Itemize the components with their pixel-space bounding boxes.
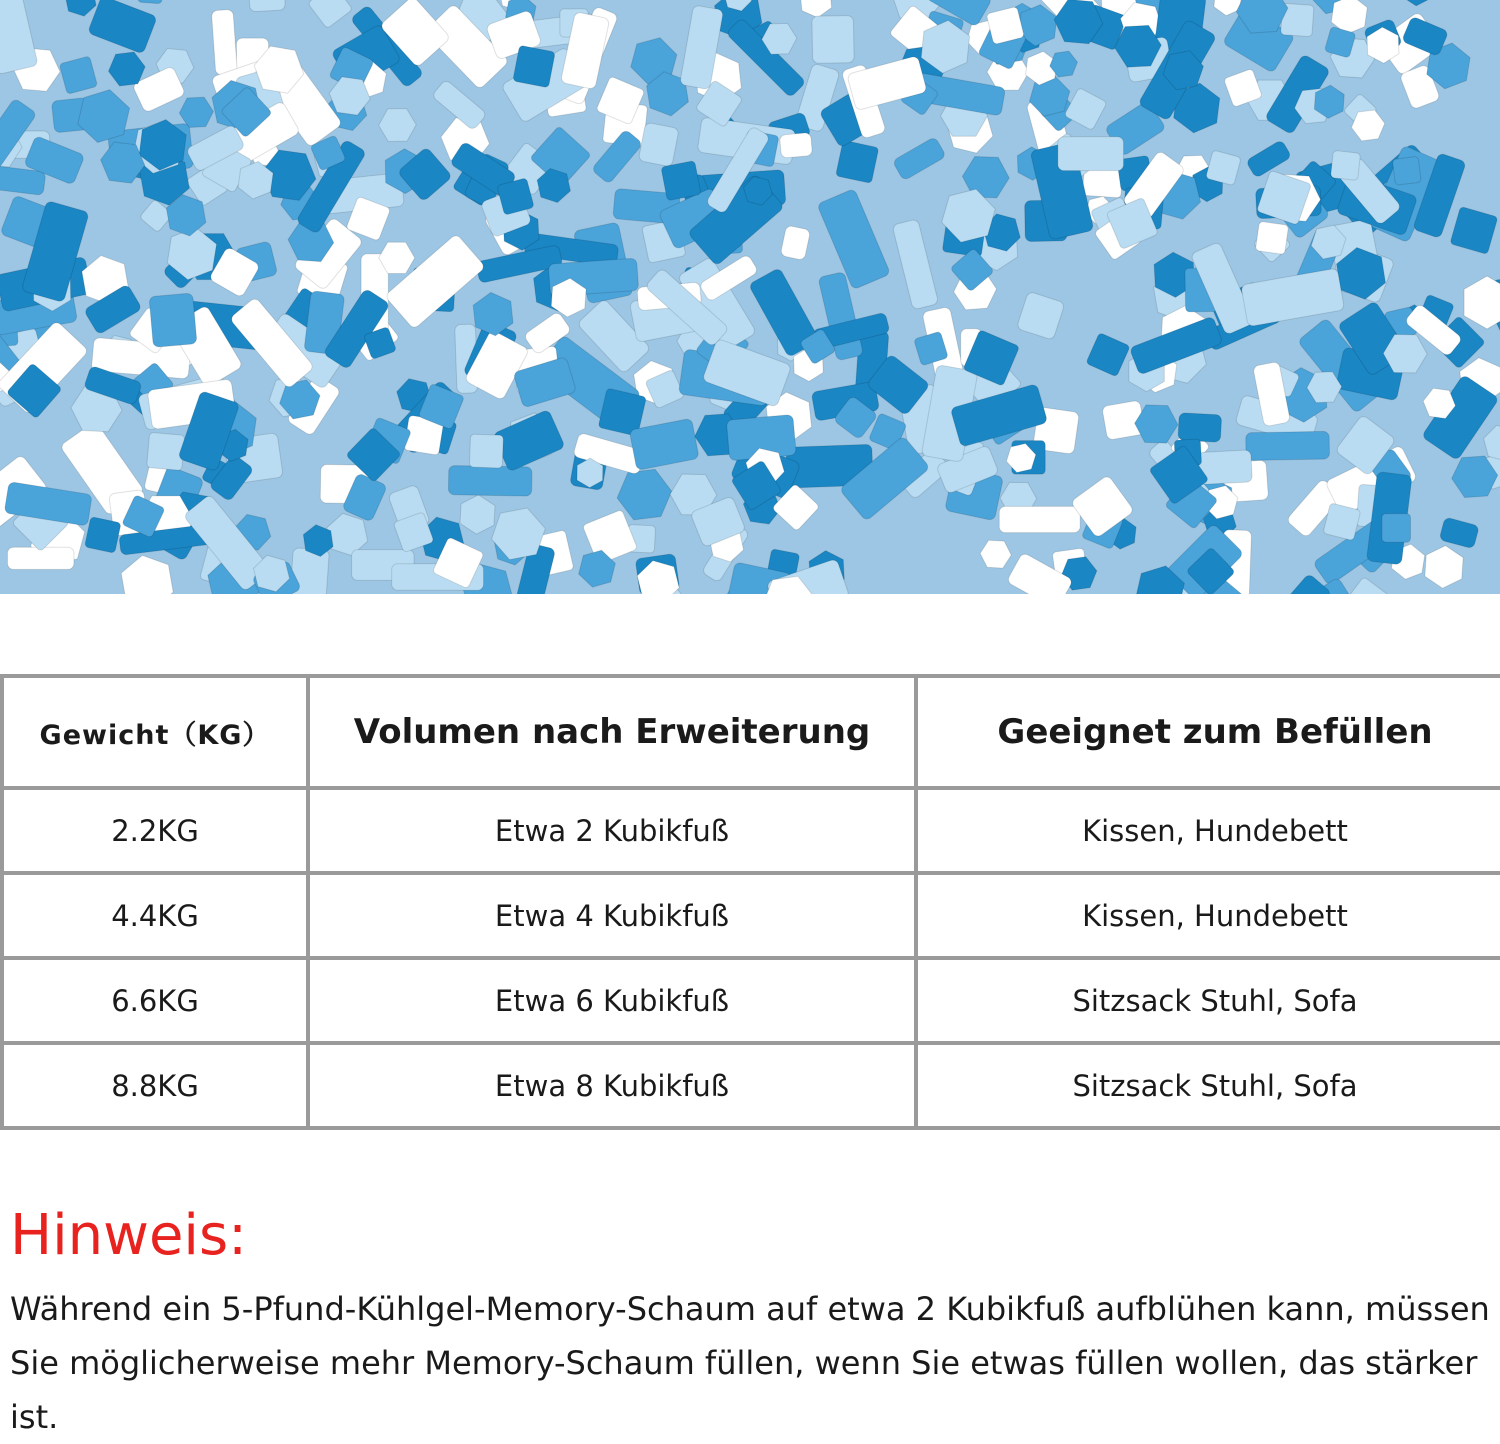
note-text: Während ein 5-Pfund-Kühlgel-Memory-Schaum auf etwa 2 Kubikfuß aufblühen kann, müssen Sie möglicherweise mehr Memory-Schaum füllen, wenn Sie etwas füllen wollen, das stärker ist. xyxy=(10,1290,1490,1436)
foam-piece xyxy=(1255,221,1288,254)
foam-piece xyxy=(469,434,503,468)
foam-piece xyxy=(999,506,1080,532)
cell-weight: 2.2KG xyxy=(2,788,308,873)
foam-piece xyxy=(1330,150,1360,180)
note-title: Hinweis: xyxy=(10,1203,248,1268)
foam-piece xyxy=(7,547,73,569)
foam-piece xyxy=(513,45,555,87)
foam-piece xyxy=(1058,137,1124,171)
foam-piece xyxy=(812,15,854,63)
spec-table xyxy=(0,674,1500,1130)
foam-piece xyxy=(1392,156,1421,185)
cell-usage: Sitzsack Stuhl, Sofa xyxy=(916,1043,1500,1128)
foam-piece xyxy=(779,132,812,158)
cell-usage: Sitzsack Stuhl, Sofa xyxy=(916,958,1500,1043)
cell-usage: Kissen, Hundebett xyxy=(916,788,1500,873)
foam-piece xyxy=(1323,503,1361,541)
foam-piece xyxy=(1178,413,1222,443)
foam-piece xyxy=(248,0,285,12)
foam-piece xyxy=(661,161,701,201)
cell-weight: 4.4KG xyxy=(2,873,308,958)
foam-piece xyxy=(1382,514,1411,543)
table-row xyxy=(2,1043,1500,1128)
table-header-row xyxy=(2,676,1500,788)
foam-pieces-photo xyxy=(0,0,1500,594)
foam-piece xyxy=(638,122,679,167)
header-volume: Volumen nach Erweiterung xyxy=(308,676,916,788)
foam-pieces-image xyxy=(0,0,1500,594)
cell-volume: Etwa 4 Kubikfuß xyxy=(308,873,916,958)
cell-weight: 6.6KG xyxy=(2,958,308,1043)
foam-piece xyxy=(147,432,185,470)
foam-piece xyxy=(149,293,197,347)
cell-weight: 8.8KG xyxy=(2,1043,308,1128)
foam-piece xyxy=(1246,431,1330,460)
foam-piece xyxy=(448,465,532,496)
table-row xyxy=(2,958,1500,1043)
cell-usage: Kissen, Hundebett xyxy=(916,873,1500,958)
foam-piece xyxy=(986,6,1024,44)
foam-piece xyxy=(836,140,879,183)
table-row xyxy=(2,873,1500,958)
table-row xyxy=(2,788,1500,873)
foam-piece xyxy=(84,517,121,554)
header-weight: Gewicht（KG） xyxy=(2,676,308,788)
header-usage: Geeignet zum Befüllen xyxy=(916,676,1500,788)
cell-volume: Etwa 8 Kubikfuß xyxy=(308,1043,916,1128)
cell-volume: Etwa 6 Kubikfuß xyxy=(308,958,916,1043)
cell-volume: Etwa 2 Kubikfuß xyxy=(308,788,916,873)
foam-piece xyxy=(211,9,237,75)
